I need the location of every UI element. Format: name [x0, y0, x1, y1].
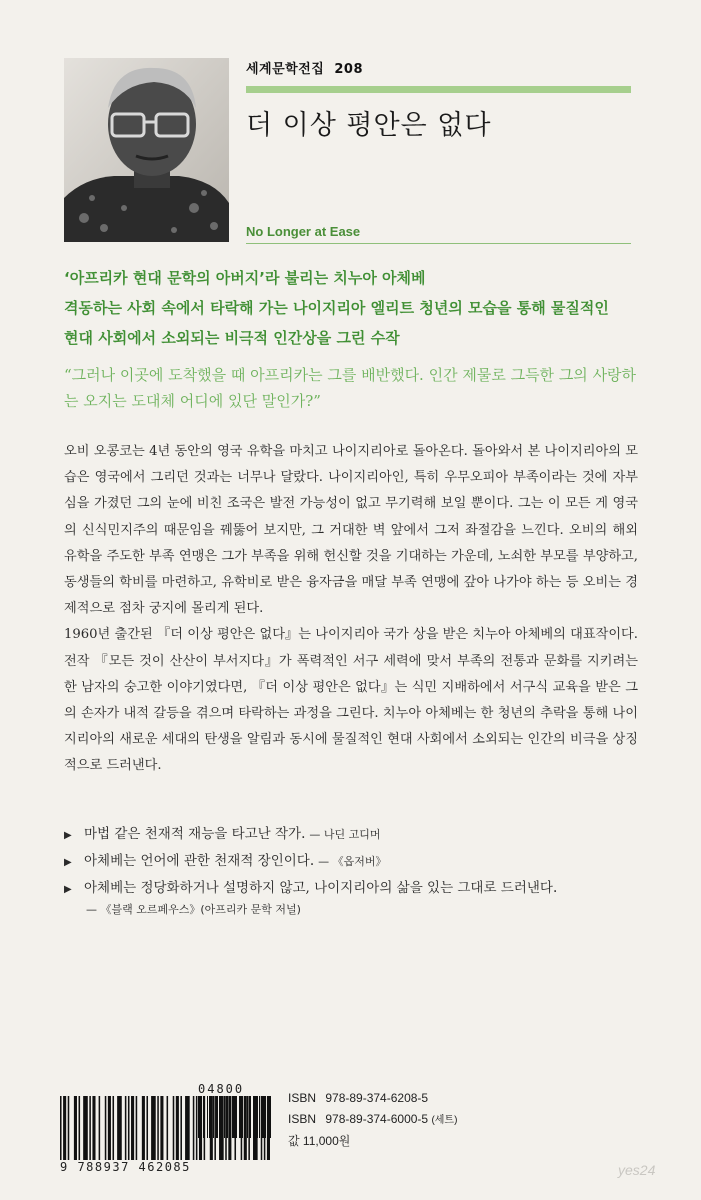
series-line [246, 58, 363, 77]
barcode-bar [63, 1096, 66, 1160]
barcode-bar [232, 1096, 235, 1138]
isbn-label: ISBN [288, 1091, 317, 1105]
addon-barcode [198, 1096, 272, 1138]
barcode-bar [83, 1096, 88, 1160]
barcode-bar [242, 1096, 243, 1138]
barcode-bar [128, 1096, 130, 1160]
barcode-bar [247, 1096, 248, 1138]
barcode-bar [230, 1096, 231, 1138]
review-item [64, 849, 664, 876]
barcode-bar [151, 1096, 156, 1160]
barcode-bar [180, 1096, 182, 1160]
set-label: (세트) [431, 1115, 458, 1126]
addon-digits: 04800 [198, 1082, 245, 1096]
review-source: — 《옵저버》 [318, 855, 387, 868]
barcode-bar [203, 1096, 205, 1138]
isbn-info [288, 1088, 457, 1152]
barcode-bar [117, 1096, 122, 1160]
barcode-bar [255, 1096, 258, 1138]
barcode-bar [167, 1096, 169, 1160]
barcode-bar [253, 1096, 254, 1138]
english-title: No Longer at Ease [246, 224, 361, 239]
barcode-bar [224, 1096, 225, 1138]
intro-text [64, 263, 664, 353]
author-photo [64, 58, 229, 242]
barcode-bar [219, 1096, 220, 1138]
barcode-bar [185, 1096, 190, 1160]
review-item [64, 876, 664, 903]
barcode-bar [216, 1096, 218, 1138]
isbn-book: 978-89-374-6208-5 [325, 1091, 429, 1105]
barcode-bar [136, 1096, 138, 1160]
barcode-bar [125, 1096, 127, 1160]
barcode-bar [68, 1096, 70, 1160]
barcode-bar [176, 1096, 179, 1160]
barcode-bar [259, 1096, 260, 1138]
description-body [64, 439, 638, 780]
intro-line: ‘아프리카 현대 문학의 아버지’라 불리는 치누아 아체베 [64, 269, 426, 287]
barcode-bar [74, 1096, 77, 1160]
barcode-bar [213, 1096, 214, 1138]
isbn-label: ISBN [288, 1112, 317, 1126]
triangle-bullet-icon: ▶ [64, 830, 72, 841]
review-text: 마법 같은 천재적 재능을 타고난 작가. [84, 826, 306, 842]
barcode-bar [108, 1096, 111, 1160]
barcode-bar [198, 1096, 199, 1138]
review-text: 아체베는 언어에 관한 천재적 장인이다. [84, 853, 315, 869]
barcode-bar [226, 1096, 228, 1138]
pull-quote: “그러나 이곳에 도착했을 때 아프리카는 그를 배반했다. 인간 제물로 그득한 그의 사랑하는 오지는 도대체 어디에 있단 말인가?” [64, 366, 637, 410]
triangle-bullet-icon: ▶ [64, 857, 72, 868]
barcode-bar [173, 1096, 175, 1160]
barcode-bar [79, 1096, 81, 1160]
book-title: 더 이상 평안은 없다 [246, 110, 492, 141]
barcode-bar [262, 1096, 264, 1138]
series-name: 세계문학전집 [246, 62, 325, 77]
barcode-bar [221, 1096, 222, 1138]
body-paragraph: 오비 오콩코는 4년 동안의 영국 유학을 마치고 나이지리아로 돌아온다. 돌아와서 본 나이지리아의 모습은 영국에서 그리던 것과는 너무나 달랐다. 나이지리아인, 특히 우무오피아 부족이라는 것에 자부심을 가졌던 그의 눈에 비친 조국은 발전 가능성이 없고 무기력해 보일 뿐이다. 그는 이 모든 게 영국의 신식민지주의 때문임을 꿰뚫어 보지만, 그 거대한 벽 앞에서 그저 좌절감을 느낀다. 오비의 해외 유학을 주도한 부족 연맹은 그가 부족을 위해 헌신할 것을 기대하는 가운데, 노쇠한 부모를 부양하고, 동생들의 학비를 마련하고, 유학비로 받은 융자금을 매달 부족 연맹에 갚아 나가야 하는 등 오비는 경제적으로 점차 궁지에 몰리게 된다. [64, 444, 638, 617]
isbn-line [288, 1088, 457, 1109]
review-source: — 《블랙 오르페우스》(아프리카 문학 저널) [86, 903, 301, 916]
isbn-line [288, 1109, 457, 1131]
barcode-bar [160, 1096, 163, 1160]
isbn-set: 978-89-374-6000-5 [325, 1112, 429, 1126]
accent-bar [246, 86, 631, 93]
barcode-bar [244, 1096, 245, 1138]
watermark: yes24 [618, 1162, 656, 1178]
barcode-bar [236, 1096, 237, 1138]
triangle-bullet-icon: ▶ [64, 884, 72, 895]
intro-line: 격동하는 사회 속에서 타락해 가는 나이지리아 엘리트 청년의 모습을 통해 물질적인 [64, 299, 609, 317]
barcode-bar [239, 1096, 241, 1138]
barcode-bar [60, 1096, 62, 1160]
barcode-bar [270, 1096, 271, 1138]
barcode-bar [92, 1096, 95, 1160]
title-divider [246, 243, 631, 244]
barcode-bar [193, 1096, 195, 1160]
barcode-bar [249, 1096, 251, 1138]
barcode-bar [105, 1096, 107, 1160]
review-text: 아체베는 정당화하거나 설명하지 않고, 나이지리아의 삶을 있는 그대로 드러낸다. [84, 880, 558, 896]
barcode-bar [142, 1096, 145, 1160]
barcode-bar [113, 1096, 115, 1160]
barcode-bar [89, 1096, 91, 1160]
review-source: — 나딘 고디머 [309, 828, 381, 841]
reviews-list [64, 822, 664, 917]
price: 값 11,000원 [288, 1134, 351, 1148]
barcode-bar [265, 1096, 266, 1138]
barcode-bar [146, 1096, 148, 1160]
body-paragraph: 1960년 출간된 『더 이상 평안은 없다』는 나이지리아 국가 상을 받은 치누아 아체베의 대표작이다. 전작 『모든 것이 산산이 부서지다』가 폭력적인 서구 세력에 맞서 부족의 전통과 문화를 지키려는 한 남자의 숭고한 이야기였다면, 『더 이상 평안은 없다』는 식민 지배하에서 서구식 교육을 받은 그의 손자가 내적 갈등을 겪으며 타락하는 과정을 그린다. 치누아 아체베는 한 청년의 추락을 통해 나이지리아의 새로운 세대의 탄생을 알림과 동시에 물질적인 현대 사회에서 소외되는 인간의 비극을 상징적으로 드러낸다. [64, 627, 638, 774]
series-number: 208 [334, 62, 363, 77]
barcode-bar [207, 1096, 208, 1138]
barcode-bar [267, 1096, 268, 1138]
barcode-digits: 9 788937 462085 [60, 1160, 191, 1174]
barcode-bar [131, 1096, 134, 1160]
barcode-bar [99, 1096, 101, 1160]
review-item [64, 822, 664, 849]
intro-line: 현대 사회에서 소외되는 비극적 인간상을 그린 수작 [64, 329, 400, 347]
barcode-bar [157, 1096, 159, 1160]
barcode-bar [201, 1096, 202, 1138]
barcode-bar [209, 1096, 212, 1138]
